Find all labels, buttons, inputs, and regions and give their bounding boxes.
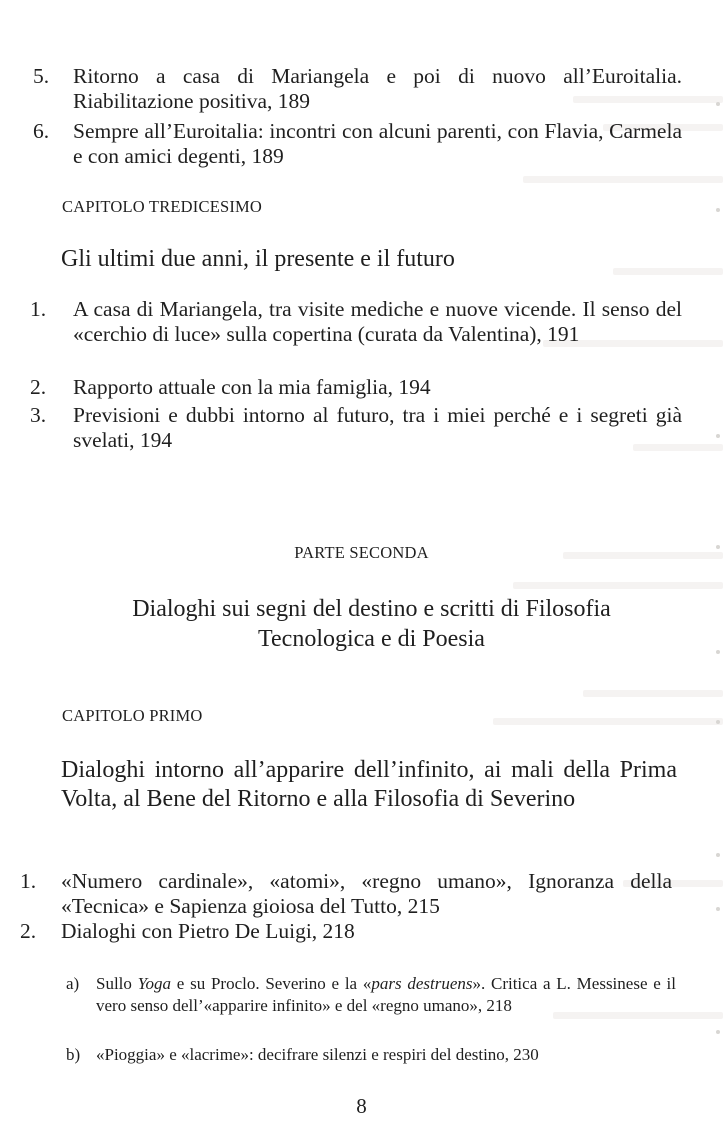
entry-text: «Numero cardinale», «atomi», «regno umano», Ignoranza della «Tecnica» e Sapienza gioiosa del Tutto, 215 xyxy=(61,869,672,918)
toc-entry xyxy=(33,64,682,114)
toc-entry xyxy=(30,403,682,453)
sub-entry-letter: b) xyxy=(66,1045,81,1064)
entry-number: 3. xyxy=(30,403,47,427)
toc-entry xyxy=(20,869,672,919)
part-title-line: Dialoghi sui segni del destino e scritti di Filosofia xyxy=(132,596,611,622)
toc-entry xyxy=(33,119,682,169)
toc-sub-entry xyxy=(66,1044,676,1066)
entry-text: Sempre all’Euroitalia: incontri con alcuni parenti, con Flavia, Carmela e con amici degenti, 189 xyxy=(73,119,682,168)
sub-entry-text: Sullo Yoga e su Proclo. Severino e la «pars destruens». Critica a L. Messinese e il vero senso dell’«apparire infinito» e del «regno umano», 218 xyxy=(96,974,676,1015)
entry-number: 5. xyxy=(33,64,50,88)
entry-text: Rapporto attuale con la mia famiglia, 194 xyxy=(73,375,431,399)
toc-entry xyxy=(30,375,682,400)
toc-sub-entry xyxy=(66,973,676,1017)
toc-entry xyxy=(30,297,682,347)
sub-entry-letter: a) xyxy=(66,974,80,993)
chapter-label: CAPITOLO TREDICESIMO xyxy=(62,197,263,216)
entry-number: 1. xyxy=(30,297,47,321)
part-label: PARTE SECONDA xyxy=(294,543,429,562)
entry-text: A casa di Mariangela, tra visite mediche e nuove vicende. Il senso del «cerchio di luce» sulla copertina (curata da Valentina), 191 xyxy=(73,297,682,346)
toc-entry xyxy=(20,919,672,944)
part-title xyxy=(60,594,683,654)
entry-number: 2. xyxy=(30,375,47,399)
entry-number: 6. xyxy=(33,119,50,143)
entry-text: Dialoghi con Pietro De Luigi, 218 xyxy=(61,919,355,943)
entry-text: Previsioni e dubbi intorno al futuro, tra i miei perché e i segreti già svelati, 194 xyxy=(73,403,682,452)
entry-text: Ritorno a casa di Mariangela e poi di nuovo all’Euroitalia. Riabilitazione positiva, 189 xyxy=(73,64,682,113)
page-number: 8 xyxy=(356,1094,367,1118)
sub-entry-text: «Pioggia» e «lacrime»: decifrare silenzi e respiri del destino, 230 xyxy=(96,1045,539,1064)
entry-number: 2. xyxy=(20,919,37,943)
entry-number: 1. xyxy=(20,869,37,893)
chapter-title: Gli ultimi due anni, il presente e il futuro xyxy=(61,246,455,272)
chapter-title: Dialoghi intorno all’apparire dell’infinito, ai mali della Prima Volta, al Bene del Ritorno e alla Filosofia di Severino xyxy=(61,757,677,812)
chapter-label: CAPITOLO PRIMO xyxy=(62,706,203,725)
part-title-line: Tecnologica e di Poesia xyxy=(258,626,485,652)
